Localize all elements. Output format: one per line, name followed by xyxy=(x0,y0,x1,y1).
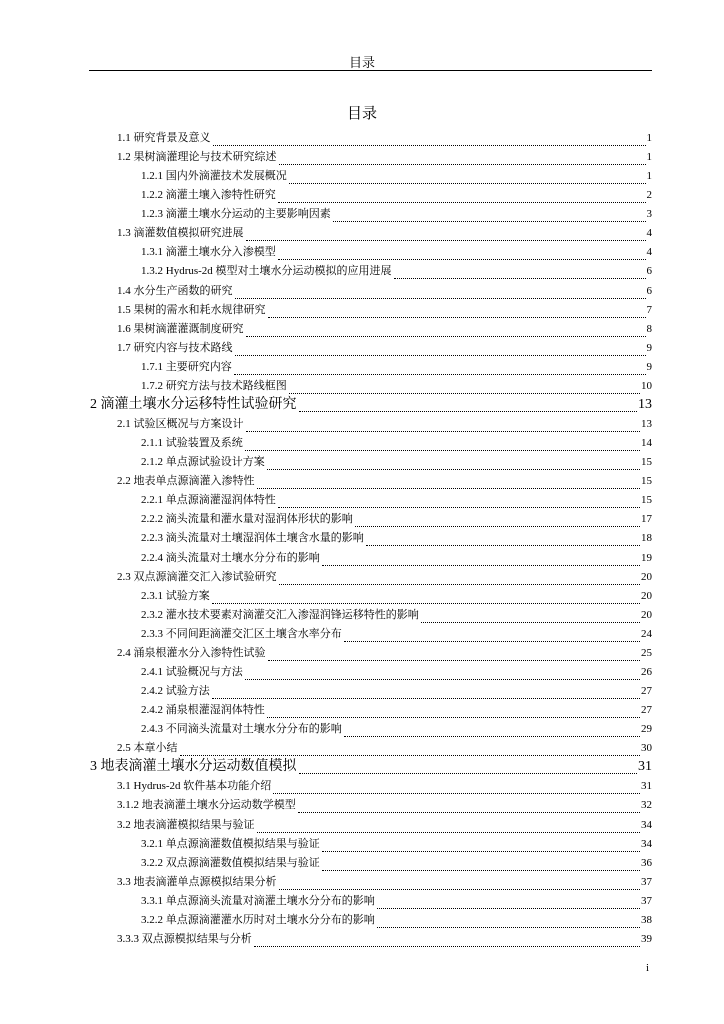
toc-dot-leader xyxy=(322,870,640,871)
toc-entry-title: 3.1.2 地表滴灌土壤水分运动数学模型 xyxy=(117,797,297,814)
toc-entry-title: 1.7 研究内容与技术路线 xyxy=(117,340,234,357)
toc-entry-title: 2.3.3 不同间距滴灌交汇区土壤含水率分布 xyxy=(141,626,343,643)
toc-entry-title: 2.3.2 灌水技术要素对滴灌交汇入渗湿润锋运移特性的影响 xyxy=(141,607,420,624)
toc-dot-leader xyxy=(299,411,638,412)
toc-entry-title: 1.6 果树滴灌灌溉制度研究 xyxy=(117,321,245,338)
toc-entry-page: 37 xyxy=(641,874,652,891)
toc-entry xyxy=(0,874,724,894)
toc-dot-leader xyxy=(394,278,646,279)
toc-dot-leader xyxy=(257,832,641,833)
toc-dot-leader xyxy=(213,145,646,146)
toc-dot-leader xyxy=(344,641,640,642)
toc-entry xyxy=(0,492,724,512)
toc-dot-leader xyxy=(322,851,640,852)
toc-entry-page: 32 xyxy=(641,797,652,814)
toc-entry xyxy=(0,473,724,493)
toc-entry xyxy=(0,130,724,150)
toc-dot-leader xyxy=(279,889,641,890)
toc-entry-title: 1.5 果树的需水和耗水规律研究 xyxy=(117,302,267,319)
toc-entry-title: 2.5 本章小结 xyxy=(117,740,179,757)
toc-entry xyxy=(0,530,724,550)
toc-entry-page: 8 xyxy=(647,321,653,338)
toc-entry xyxy=(0,416,724,436)
toc-entry-title: 1.2.1 国内外滴灌技术发展概况 xyxy=(141,168,288,185)
toc-entry-title: 2.4.1 试验概况与方法 xyxy=(141,664,244,681)
toc-dot-leader xyxy=(257,488,641,489)
toc-entry-title: 1.7.1 主要研究内容 xyxy=(141,359,233,376)
toc-dot-leader xyxy=(268,317,646,318)
toc-entry xyxy=(0,511,724,531)
toc-dot-leader xyxy=(267,717,640,718)
toc-dot-leader xyxy=(299,773,638,774)
toc-entry xyxy=(0,702,724,722)
toc-dot-leader xyxy=(344,736,640,737)
toc-entry-page: 26 xyxy=(641,664,652,681)
toc-entry-page: 31 xyxy=(638,759,652,774)
toc-entry xyxy=(0,168,724,188)
toc-entry-title: 1.3.1 滴灌土壤水分入渗模型 xyxy=(141,244,277,261)
toc-entry-page: 15 xyxy=(641,454,652,471)
toc-entry xyxy=(0,778,724,798)
toc-entry-page: 19 xyxy=(641,550,652,567)
toc-entry-title: 2.2.2 滴头流量和灌水量对湿润体形状的影响 xyxy=(141,511,354,528)
toc-entry-page: 27 xyxy=(641,683,652,700)
toc-entry-page: 9 xyxy=(647,340,653,357)
toc-entry-title: 1.2.2 滴灌土壤入渗特性研究 xyxy=(141,187,277,204)
toc-entry-title: 2.2.3 滴头流量对土壤湿润体土壤含水量的影响 xyxy=(141,530,365,547)
toc-entry-title: 2.4.2 涌泉根灌湿润体特性 xyxy=(141,702,266,719)
toc-entry-page: 20 xyxy=(641,588,652,605)
toc-entry-title: 1.1 研究背景及意义 xyxy=(117,130,212,147)
toc-entry-title: 2.1 试验区概况与方案设计 xyxy=(117,416,245,433)
toc-dot-leader xyxy=(278,202,646,203)
toc-entry-page: 27 xyxy=(641,702,652,719)
toc-entry xyxy=(0,283,724,303)
toc-dot-leader xyxy=(279,584,641,585)
toc-dot-leader xyxy=(273,793,640,794)
toc-entry xyxy=(0,340,724,360)
toc-entry xyxy=(0,758,724,778)
toc-dot-leader xyxy=(289,393,640,394)
toc-entry-page: 9 xyxy=(647,359,653,376)
toc-entry xyxy=(0,244,724,264)
toc-entry-title: 1.4 水分生产函数的研究 xyxy=(117,283,234,300)
running-header: 目录 xyxy=(348,56,375,71)
toc-entry xyxy=(0,683,724,703)
toc-entry-title: 1.3 滴灌数值模拟研究进展 xyxy=(117,225,245,242)
toc-entry-page: 6 xyxy=(647,283,653,300)
toc-entry-title: 3.2.1 单点源滴灌数值模拟结果与验证 xyxy=(141,836,321,853)
toc-entry xyxy=(0,396,724,416)
toc-entry-title: 2.2.1 单点源滴灌湿润体特性 xyxy=(141,492,277,509)
toc-entry-page: 4 xyxy=(647,244,653,261)
toc-entry-title: 3.3.1 单点源滴头流量对滴灌土壤水分分布的影响 xyxy=(141,893,376,910)
toc-entry-page: 3 xyxy=(647,206,653,223)
toc-dot-leader xyxy=(322,565,640,566)
toc-entry-title: 2.1.2 单点源试验设计方案 xyxy=(141,454,266,471)
toc-entry-title: 3.2.2 单点源滴灌灌水历时对土壤水分分布的影响 xyxy=(141,912,376,929)
toc-entry-page: 36 xyxy=(641,855,652,872)
toc-dot-leader xyxy=(278,507,640,508)
toc-entry-page: 30 xyxy=(641,740,652,757)
toc-entry-title: 3.2 地表滴灌模拟结果与验证 xyxy=(117,817,256,834)
toc-entry xyxy=(0,454,724,474)
toc-dot-leader xyxy=(245,450,640,451)
toc-entry xyxy=(0,149,724,169)
toc-entry xyxy=(0,645,724,665)
toc-entry-title: 2.2 地表单点源滴灌入渗特性 xyxy=(117,473,256,490)
toc-entry-page: 6 xyxy=(647,263,653,280)
toc-entry-title: 3.1 Hydrus-2d 软件基本功能介绍 xyxy=(117,778,272,795)
toc-entry xyxy=(0,740,724,760)
toc-entry-page: 1 xyxy=(647,149,653,166)
toc-dot-leader xyxy=(421,622,640,623)
toc-entry xyxy=(0,893,724,913)
toc-dot-leader xyxy=(254,946,640,947)
toc-entry-page: 15 xyxy=(641,492,652,509)
toc-entry xyxy=(0,836,724,856)
toc-entry-title: 2.4.3 不同滴头流量对土壤水分分布的影响 xyxy=(141,721,343,738)
toc-dot-leader xyxy=(212,698,640,699)
toc-dot-leader xyxy=(279,164,646,165)
toc-entry-page: 4 xyxy=(647,225,653,242)
toc-entry-title: 2.2.4 滴头流量对土壤水分分布的影响 xyxy=(141,550,321,567)
toc-entry-page: 38 xyxy=(641,912,652,929)
toc-entry xyxy=(0,607,724,627)
toc-entry-page: 20 xyxy=(641,569,652,586)
toc-dot-leader xyxy=(246,240,646,241)
toc-dot-leader xyxy=(235,298,646,299)
toc-dot-leader xyxy=(355,526,640,527)
toc-entry-title: 3.2.2 双点源滴灌数值模拟结果与验证 xyxy=(141,855,321,872)
toc-entry xyxy=(0,359,724,379)
toc-entry-title: 3.3 地表滴灌单点源模拟结果分析 xyxy=(117,874,278,891)
toc-entry-page: 1 xyxy=(647,130,653,147)
toc-dot-leader xyxy=(180,755,641,756)
toc-entry xyxy=(0,664,724,684)
toc-entry xyxy=(0,550,724,570)
toc-dot-leader xyxy=(267,469,640,470)
toc-entry-page: 37 xyxy=(641,893,652,910)
toc-entry-title: 3 地表滴灌土壤水分运动数值模拟 xyxy=(90,759,297,774)
toc-entry-title: 2.3.1 试验方案 xyxy=(141,588,211,605)
toc-entry xyxy=(0,206,724,226)
toc-entry-title: 2.1.1 试验装置及系统 xyxy=(141,435,244,452)
toc-entry-page: 15 xyxy=(641,473,652,490)
toc-entry xyxy=(0,855,724,875)
toc-dot-leader xyxy=(212,603,640,604)
toc-dot-leader xyxy=(268,660,641,661)
toc-entry-title: 2.4 涌泉根灌水分入渗特性试验 xyxy=(117,645,267,662)
toc-entry-page: 14 xyxy=(641,435,652,452)
toc-entry-title: 1.2 果树滴灌理论与技术研究综述 xyxy=(117,149,278,166)
toc-entry-title: 1.7.2 研究方法与技术路线框图 xyxy=(141,378,288,395)
toc-entry xyxy=(0,721,724,741)
toc-entry xyxy=(0,302,724,322)
toc-entry-page: 20 xyxy=(641,607,652,624)
toc-dot-leader xyxy=(366,545,640,546)
toc-entry xyxy=(0,931,724,951)
toc-entry xyxy=(0,321,724,341)
toc-dot-leader xyxy=(377,927,640,928)
toc-entry-page: 29 xyxy=(641,721,652,738)
toc-entry xyxy=(0,225,724,245)
toc-dot-leader xyxy=(278,259,646,260)
toc-entry-page: 13 xyxy=(641,416,652,433)
toc-entry-title: 3.3.3 双点源模拟结果与分析 xyxy=(117,931,253,948)
toc-entry-page: 34 xyxy=(641,836,652,853)
toc-entry-title: 1.3.2 Hydrus-2d 模型对土壤水分运动模拟的应用进展 xyxy=(141,263,393,280)
toc-entry-page: 25 xyxy=(641,645,652,662)
toc-dot-leader xyxy=(333,221,646,222)
toc-entry xyxy=(0,378,724,398)
toc-title: 目录 xyxy=(346,104,377,122)
toc-entry xyxy=(0,435,724,455)
toc-entry xyxy=(0,626,724,646)
toc-entry xyxy=(0,263,724,283)
toc-entry xyxy=(0,912,724,932)
toc-dot-leader xyxy=(234,374,646,375)
page-number: i xyxy=(646,962,650,974)
toc-entry xyxy=(0,588,724,608)
toc-entry xyxy=(0,187,724,207)
toc-entry xyxy=(0,817,724,837)
toc-entry-title: 2 滴灌土壤水分运移特性试验研究 xyxy=(90,397,297,412)
toc-entry-page: 18 xyxy=(641,530,652,547)
toc-dot-leader xyxy=(289,183,646,184)
toc-entry-page: 31 xyxy=(641,778,652,795)
toc-entry-title: 2.3 双点源滴灌交汇入渗试验研究 xyxy=(117,569,278,586)
toc-dot-leader xyxy=(377,908,640,909)
toc-entry-page: 13 xyxy=(638,397,652,412)
toc-entry-page: 24 xyxy=(641,626,652,643)
toc-dot-leader xyxy=(246,336,646,337)
header-rule xyxy=(89,70,652,71)
toc-entry-title: 2.4.2 试验方法 xyxy=(141,683,211,700)
toc-dot-leader xyxy=(245,679,640,680)
toc-entry-page: 7 xyxy=(647,302,653,319)
toc-entry-page: 1 xyxy=(647,168,653,185)
toc-entry-page: 39 xyxy=(641,931,652,948)
toc-entry-page: 34 xyxy=(641,817,652,834)
toc-dot-leader xyxy=(235,355,646,356)
toc-dot-leader xyxy=(298,812,640,813)
toc-entry xyxy=(0,569,724,589)
toc-entry-page: 2 xyxy=(647,187,653,204)
toc-entry-title: 1.2.3 滴灌土壤水分运动的主要影响因素 xyxy=(141,206,332,223)
toc-entry xyxy=(0,797,724,817)
toc-entry-page: 10 xyxy=(641,378,652,395)
toc-dot-leader xyxy=(246,431,641,432)
toc-entry-page: 17 xyxy=(641,511,652,528)
